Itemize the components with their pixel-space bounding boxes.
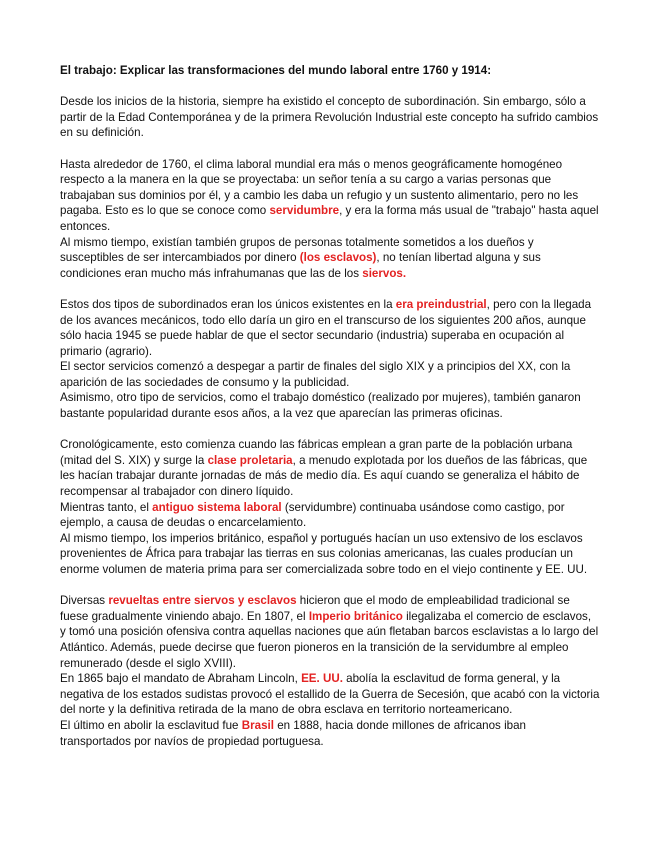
paragraph-text: Desde los inicios de la historia, siempre ha existido el concepto de subordinación. Sin embargo, sólo a partir de la Edad Contemporánea y de la primera Revolución Industrial este concepto ha sufrido cambios en su definición. (60, 95, 599, 140)
paragraph-text: Asimismo, otro tipo de servicios, como el trabajo doméstico (realizado por mujeres), también ganaron bastante popularidad durante esos años, a la vez que aparecían las primeras oficinas. (60, 391, 581, 421)
highlighted-term: siervos. (362, 266, 407, 280)
paragraph (60, 235, 600, 282)
paragraph (60, 297, 600, 359)
paragraph (60, 531, 600, 578)
paragraph-text: Al mismo tiempo, existían también grupos de personas totalmente sometidos a los dueños y susceptibles de ser intercambiados por dinero (60, 235, 534, 265)
highlighted-term: clase proletaria (207, 453, 293, 467)
paragraph-text: hicieron que el modo de empleabilidad tradicional se fuese gradualmente viniendo abajo. En 1807, el (60, 594, 570, 623)
highlighted-term: antiguo sistema laboral (152, 500, 282, 514)
paragraph (60, 437, 600, 499)
paragraph-text: , y era la forma más usual de "trabajo" hasta aquel entonces. (60, 204, 599, 233)
paragraph-text: , pero con la llegada de los avances mecánicos, todo ello daría un giro en el transcurso de los siguientes 200 años, aunque sólo hacia 1945 se puede hablar de que el sector secundario (industria) superaba en ocupación al primario (agrario). (60, 297, 592, 358)
paragraph (60, 157, 600, 235)
highlighted-term: EE. UU. (301, 672, 343, 686)
paragraph (60, 671, 600, 718)
paragraph-text: , a menudo explotada por los dueños de las fábricas, que les hacían trabajar durante jornadas de más de medio día. Es aquí cuando se generaliza el hábito de recompensar al trabajador con dinero líquido. (60, 453, 588, 499)
highlighted-term: Brasil (241, 718, 274, 732)
document-title: El trabajo: Explicar las transformaciones del mundo laboral entre 1760 y 1914: (60, 64, 492, 77)
paragraph (60, 500, 600, 531)
highlighted-term: revueltas entre siervos y esclavos (108, 594, 297, 608)
paragraph (60, 390, 600, 421)
paragraph (60, 718, 600, 749)
paragraph-text: Hasta alrededor de 1760, el clima laboral mundial era más o menos geográficamente homogéneo respecto a la manera en la que se proyectaba: un señor tenía a su cargo a varias personas que trabajaban sus dominios por él, y a cambio les daba un refugio y un sustento alimentario, pero no les pagaba. Esto es lo que se conoce como (60, 157, 579, 218)
paragraph-text: en 1888, hacia donde millones de africanos iban transportados por navíos de propiedad portuguesa. (60, 718, 526, 748)
paragraph-text: abolía la esclavitud de forma general, y la negativa de los estados sudistas provocó el estallido de la Guerra de Secesión, que acabó con la victoria del norte y la definitiva retirada de la mano de obra esclava en territorio norteamericano. (60, 672, 600, 717)
paragraph-text: (servidumbre) continuaba usándose como castigo, por ejemplo, a causa de deudas o encarcelamiento. (60, 500, 565, 530)
highlighted-term: servidumbre (269, 204, 340, 218)
paragraph-text: En 1865 bajo el mandato de Abraham Lincoln, (60, 672, 302, 686)
highlighted-term: era preindustrial (395, 297, 487, 311)
paragraph (60, 94, 600, 141)
document-body (60, 94, 600, 749)
paragraph-text: ilegalizaba el comercio de esclavos, y tomó una posición ofensiva contra aquellas naciones que aún fletaban barcos esclavistas a lo largo del Atlántico. Además, puede decirse que fueron pioneros en la transición de la servidumbre al empleo remunerado (desde el siglo XVIII). (60, 609, 599, 670)
paragraph-text: Mientras tanto, el (60, 500, 153, 514)
paragraph-text: Cronológicamente, esto comienza cuando las fábricas emplean a gran parte de la población urbana (mitad del S. XIX) y surge la (60, 438, 573, 467)
paragraph-text: El último en abolir la esclavitud fue (60, 718, 242, 732)
paragraph-text: , no tenían libertad alguna y sus condiciones eran mucho más infrahumanas que las de los (60, 251, 541, 280)
highlighted-term: Imperio británico (308, 609, 403, 623)
paragraph (60, 359, 600, 390)
paragraph-text: Diversas (60, 594, 109, 608)
paragraph (60, 593, 600, 671)
highlighted-term: (los esclavos) (299, 251, 377, 265)
paragraph-text: Al mismo tiempo, los imperios británico, español y portugués hacían un uso extensivo de los esclavos provenientes de África para trabajar las tierras en sus colonias americanas, las cuales producían un enorme volumen de materia prima para ser comercializada sobre todo en el viejo continente y EE. UU. (60, 531, 588, 576)
paragraph-text: Estos dos tipos de subordinados eran los únicos existentes en la (60, 297, 396, 311)
paragraph-text: El sector servicios comenzó a despegar a partir de finales del siglo XIX y a principios del XX, con la aparición de las sociedades de consumo y la publicidad. (60, 360, 571, 389)
document-page (60, 63, 600, 749)
